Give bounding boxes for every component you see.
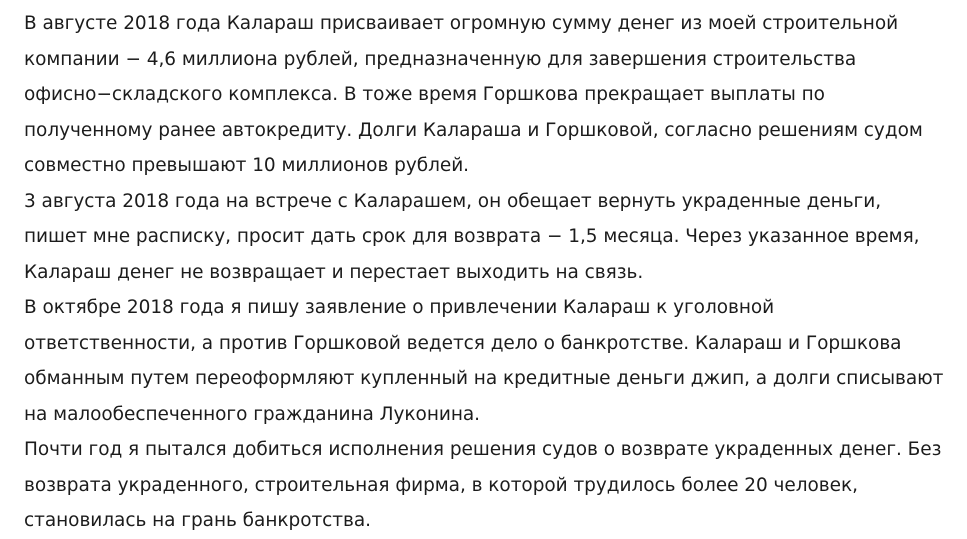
paragraph-4: Почти год я пытался добиться исполнения решения судов о возврате украденных денег. Без возврата украденного, строительная фирма, в которой трудилось более 20 человек, становилась на грань банкротства. bbox=[24, 439, 942, 531]
paragraph-1: В августе 2018 года Калараш присваивает огромную сумму денег из моей строительной компании − 4,6 миллиона рублей, предназначенную для завершения строительства офисно−складского комплекса. В тоже время Горшкова прекращает выплаты по полученному ранее автокредиту. Долги Калараша и Горшковой, согласно решениям судом совместно превышают 10 миллионов рублей. bbox=[24, 13, 923, 176]
paragraph-3: В октябре 2018 года я пишу заявление о привлечении Калараш к уголовной ответственности, а против Горшковой ведется дело о банкротстве. Калараш и Горшкова обманным путем переоформляют купленный на кредитные деньги джип, а долги списывают на малообеспеченного гражданина Луконина. bbox=[24, 297, 944, 425]
document-body bbox=[24, 6, 945, 539]
paragraph-2: 3 августа 2018 года на встрече с Каларашем, он обещает вернуть украденные деньги, пишет мне расписку, просит дать срок для возврата − 1,5 месяца. Через указанное время, Калараш денег не возвращает и перестает выходить на связь. bbox=[24, 190, 920, 283]
